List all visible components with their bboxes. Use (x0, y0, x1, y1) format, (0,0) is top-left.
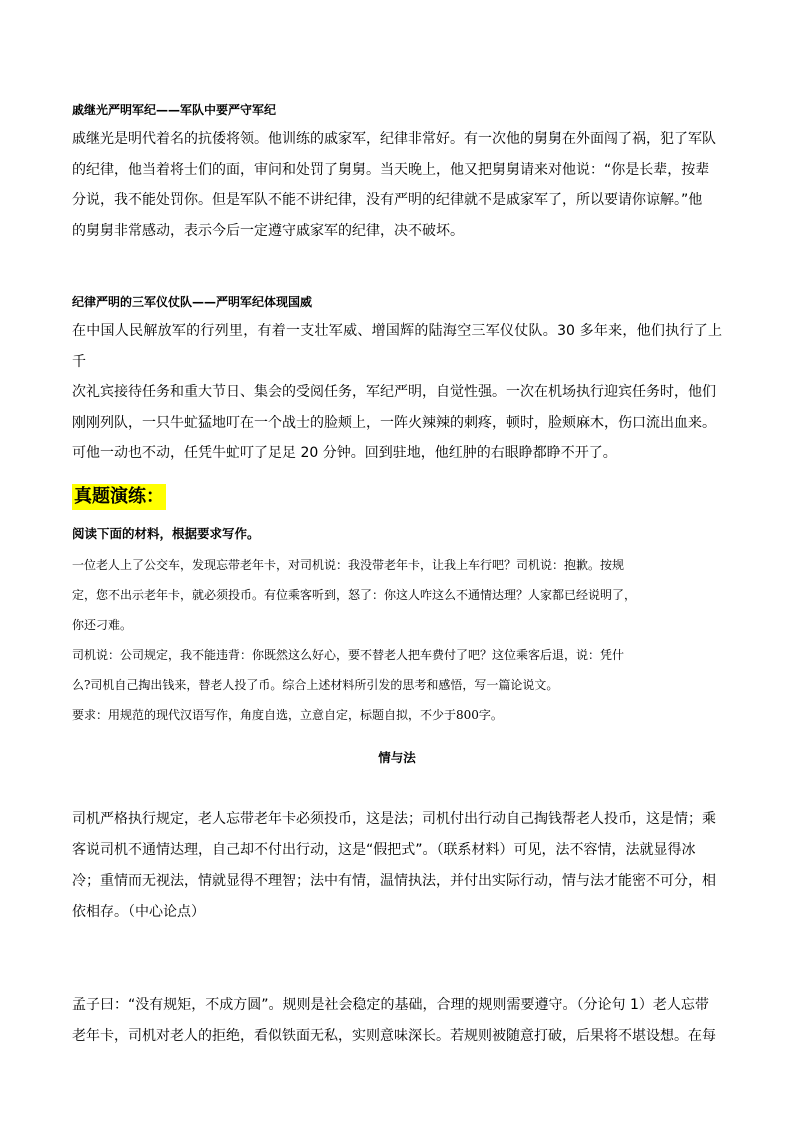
material-line: 么?司机自己掏出钱来，替老人投了币。综合上述材料所引发的思考和感悟，写一篇论说文。 (72, 678, 559, 692)
paragraph-line: 分说，我不能处罚你。但是军队不能不讲纪律，没有严明的纪律就不是戚家军了，所以要请你谅解。”他 (72, 192, 703, 208)
section-title: 戚继光严明军纪——军队中要严守军纪 (72, 103, 277, 117)
paragraph-line: 老年卡，司机对老人的拒绝，看似铁面无私，实则意味深长。若规则被随意打破，后果将不堪设想。在每 (72, 1028, 716, 1044)
paragraph-line: 在中国人民解放军的行列里，有着一支壮军威、增国辉的陆海空三军仪仗队。30 多年来，他们执行了上千 (72, 323, 722, 370)
essay-title: 情与法 (378, 750, 416, 765)
highlighted-heading: 真题演练： (72, 484, 166, 510)
paragraph-line: 的舅舅非常感动，表示今后一定遵守戚家军的纪律，决不破坏。 (72, 222, 464, 239)
paragraph-line: 可他一动也不动，任凭牛虻叮了足足 20 分钟。回到驻地，他红肿的右眼睁都睁不开了。 (72, 445, 617, 461)
paragraph-line: 司机严格执行规定，老人忘带老年卡必须投币，这是法；司机付出行动自己掏钱帮老人投币，这是情；乘 (72, 811, 716, 827)
section-honor-guard (72, 292, 722, 469)
paragraph-line: 冷；重情而无视法，情就显得不理智；法中有情，温情执法，并付出实际行动，情与法才能密不可分，相 (72, 873, 716, 889)
instruction-text: 阅读下面的材料，根据要求写作。 (72, 526, 260, 541)
paragraph-line: 客说司机不通情达理，自己却不付出行动，这是“假把式”。（联系材料）可见，法不容情，法就显得冰 (72, 842, 696, 858)
paragraph-line: 依相存。（中心论点） (72, 904, 205, 920)
paragraph-line: 的纪律，他当着将士们的面，审问和处罚了舅舅。当天晚上，他又把舅舅请来对他说：“你是长辈，按辈 (72, 161, 710, 178)
practice-heading (72, 484, 166, 510)
material-line: 司机说：公司规定，我不能违背：你既然这么好心，要不替老人把车费付了吧？这位乘客后退，说：凭什 (72, 648, 625, 662)
section-title: 纪律严明的三军仪仗队——严明军纪体现国威 (72, 295, 313, 309)
material-line: 你还刁难。 (72, 618, 133, 632)
essay-paragraph-2 (72, 990, 722, 1052)
material-line: 定，您不出示老年卡，就必须投币。有位乘客听到，怒了：你这人咋这么不通情达理？人家都已经说明了， (72, 588, 637, 602)
paragraph-line: 孟子曰：“没有规矩，不成方圆”。规则是社会稳定的基础，合理的规则需要遵守。（分论句 1）老人忘带 (72, 997, 709, 1013)
section-qi-jiguang (72, 100, 722, 246)
material-line: 一位老人上了公交车，发现忘带老年卡，对司机说：我没带老年卡，让我上车行吧？司机说：抱歉。按规 (72, 558, 625, 572)
essay-title-wrap (72, 748, 722, 768)
essay-paragraph-1 (72, 804, 722, 928)
paragraph-line: 刚刚列队，一只牛虻猛地叮在一个战士的脸颊上，一阵火辣辣的刺疼，顿时，脸颊麻木，伤口流出血来。 (72, 414, 716, 431)
practice-section (72, 524, 722, 730)
paragraph-line: 戚继光是明代着名的抗倭将领。他训练的戚家军，纪律非常好。有一次他的舅舅在外面闯了祸，犯了军队 (72, 131, 716, 147)
paragraph-line: 次礼宾接待任务和重大节日、集会的受阅任务，军纪严明，自觉性强。一次在机场执行迎宾任务时，他们 (72, 384, 716, 400)
material-line: 要求：用规范的现代汉语写作，角度自选，立意自定，标题自拟，不少于800字。 (72, 708, 503, 722)
